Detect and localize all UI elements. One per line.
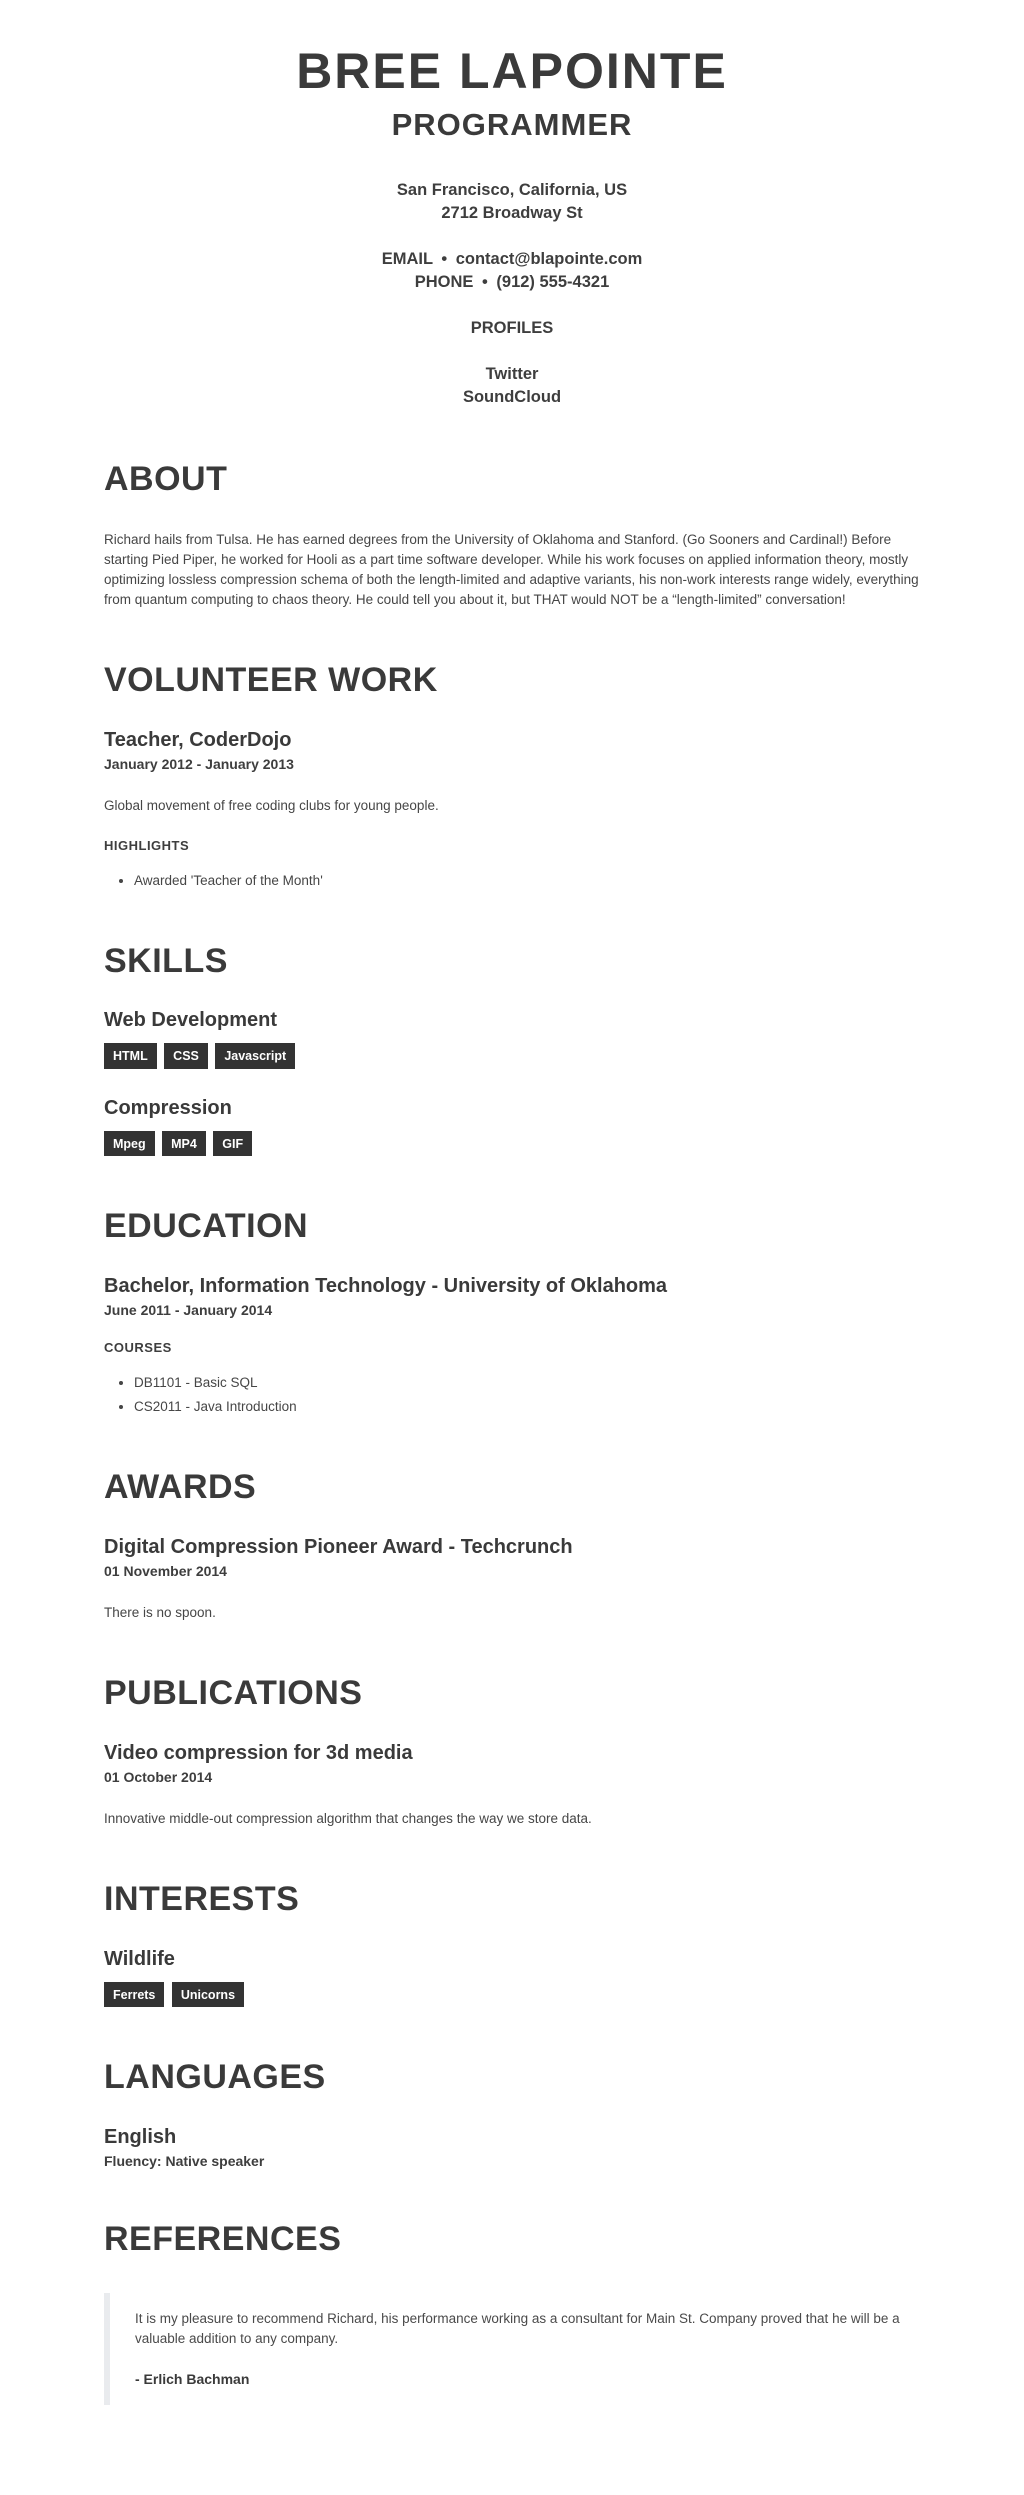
award-item-title: Digital Compression Pioneer Award - Techcrunch (104, 1535, 573, 1558)
interest-group-wildlife (104, 1948, 920, 2008)
section-awards (104, 1467, 920, 1623)
education-heading: EDUCATION (104, 1207, 309, 1246)
skill-tag: HTML (104, 1043, 157, 1069)
section-publications (104, 1673, 920, 1829)
skills-heading: SKILLS (104, 941, 228, 980)
interest-group-name: Wildlife (104, 1947, 175, 1970)
volunteer-item-dates: January 2012 - January 2013 (104, 755, 294, 772)
publication-item-date: 01 October 2014 (104, 1768, 213, 1785)
contact-block (104, 179, 920, 409)
candidate-role: PROGRAMMER (391, 107, 633, 142)
award-item-date: 01 November 2014 (104, 1562, 227, 1579)
language-name: English (104, 2125, 177, 2148)
interest-tag: Ferrets (104, 1982, 164, 2008)
contact-lines-group (104, 248, 920, 294)
references-heading: REFERENCES (104, 2219, 342, 2258)
profile-link-twitter[interactable]: Twitter (485, 365, 539, 383)
awards-heading: AWARDS (104, 1468, 257, 1507)
section-volunteer-work (104, 660, 920, 891)
resume-header (104, 44, 920, 409)
section-skills (104, 941, 920, 1157)
email-separator: • (441, 250, 448, 268)
reference-name: - Erlich Bachman (135, 2370, 250, 2387)
resume-page (104, 0, 920, 2495)
skill-tags (104, 1043, 920, 1069)
skill-tag: GIF (213, 1131, 252, 1157)
reference-blockquote (104, 2293, 920, 2405)
language-fluency: Fluency: Native speaker (104, 2152, 265, 2169)
section-interests (104, 1879, 920, 2007)
education-item-dates: June 2011 - January 2014 (104, 1302, 273, 1319)
candidate-name: BREE LAPOINTE (296, 43, 728, 99)
skill-group-name: Compression (104, 1096, 232, 1119)
publications-heading: PUBLICATIONS (104, 1673, 363, 1712)
interest-tags (104, 1982, 920, 2008)
skill-tag: Mpeg (104, 1131, 155, 1157)
publication-item-title: Video compression for 3d media (104, 1741, 413, 1764)
languages-heading: LANGUAGES (104, 2058, 326, 2097)
highlights-list (104, 871, 920, 891)
phone-line (104, 271, 920, 294)
volunteer-item (104, 728, 920, 891)
course-item: • DB1101 - Basic SQL (134, 1373, 920, 1393)
education-item (104, 1274, 920, 1417)
profiles-group (104, 363, 920, 409)
skill-group-compression (104, 1097, 920, 1157)
courses-label: COURSES (104, 1340, 172, 1356)
award-item (104, 1535, 920, 1623)
profiles-label: PROFILES (470, 319, 554, 337)
course-item: • CS2011 - Java Introduction (134, 1397, 920, 1417)
language-item (104, 2125, 920, 2169)
skill-group-web-development (104, 1009, 920, 1069)
education-item-title: Bachelor, Information Technology - University of Oklahoma (104, 1275, 668, 1298)
about-heading: ABOUT (104, 460, 228, 498)
email-value[interactable]: contact@blapointe.com (455, 250, 643, 268)
section-languages (104, 2057, 920, 2169)
highlight-item: • Awarded 'Teacher of the Month' (134, 871, 920, 891)
skill-tag: MP4 (162, 1131, 206, 1157)
about-text: Richard hails from Tulsa. He has earned degrees from the University of Oklahoma and Stanford. (Go Sooners and Cardinal!) Before starting Pied Piper, he worked for Hooli as a part time software developer. While his work focuses on applied information theory, mostly optimizing lossless compression schema of both the length-limited and adaptive variants, his non-work interests range widely, everything from quantum computing to chaos theory. He could tell you about it, but THAT would NOT be a “length-limited” conversation! (104, 531, 919, 607)
skill-group-name: Web Development (104, 1009, 277, 1032)
publication-item (104, 1741, 920, 1829)
publication-item-summary: Innovative middle-out compression algorithm that changes the way we store data. (104, 1810, 592, 1826)
section-education (104, 1206, 920, 1417)
volunteer-item-title: Teacher, CoderDojo (104, 728, 292, 751)
volunteer-heading: VOLUNTEER WORK (104, 660, 438, 699)
reference-quote: It is my pleasure to recommend Richard, his performance working as a consultant for Main St. Company proved that he will be a valuable addition to any company. (135, 2310, 900, 2346)
highlights-label: HIGHLIGHTS (104, 837, 190, 853)
skill-tag: Javascript (215, 1043, 295, 1069)
interests-heading: INTERESTS (104, 1879, 300, 1918)
section-about (104, 459, 920, 610)
award-item-summary: There is no spoon. (104, 1604, 216, 1620)
location-group (104, 179, 920, 225)
courses-list (104, 1373, 920, 1417)
section-references (104, 2219, 920, 2405)
skill-tag: CSS (164, 1043, 208, 1069)
email-line (104, 248, 920, 271)
profiles-label-group (104, 317, 920, 340)
profile-link-soundcloud[interactable]: SoundCloud (462, 388, 562, 406)
interest-tag: Unicorns (172, 1982, 244, 2008)
email-label: EMAIL (381, 250, 433, 268)
volunteer-item-summary: Global movement of free coding clubs for young people. (104, 797, 439, 813)
phone-separator: • (482, 273, 488, 291)
skill-tags (104, 1131, 920, 1157)
phone-label: PHONE (414, 273, 474, 291)
location-line-1: San Francisco, California, US (396, 181, 628, 199)
location-line-2: 2712 Broadway St (441, 204, 583, 222)
phone-value: (912) 555-4321 (496, 273, 610, 291)
